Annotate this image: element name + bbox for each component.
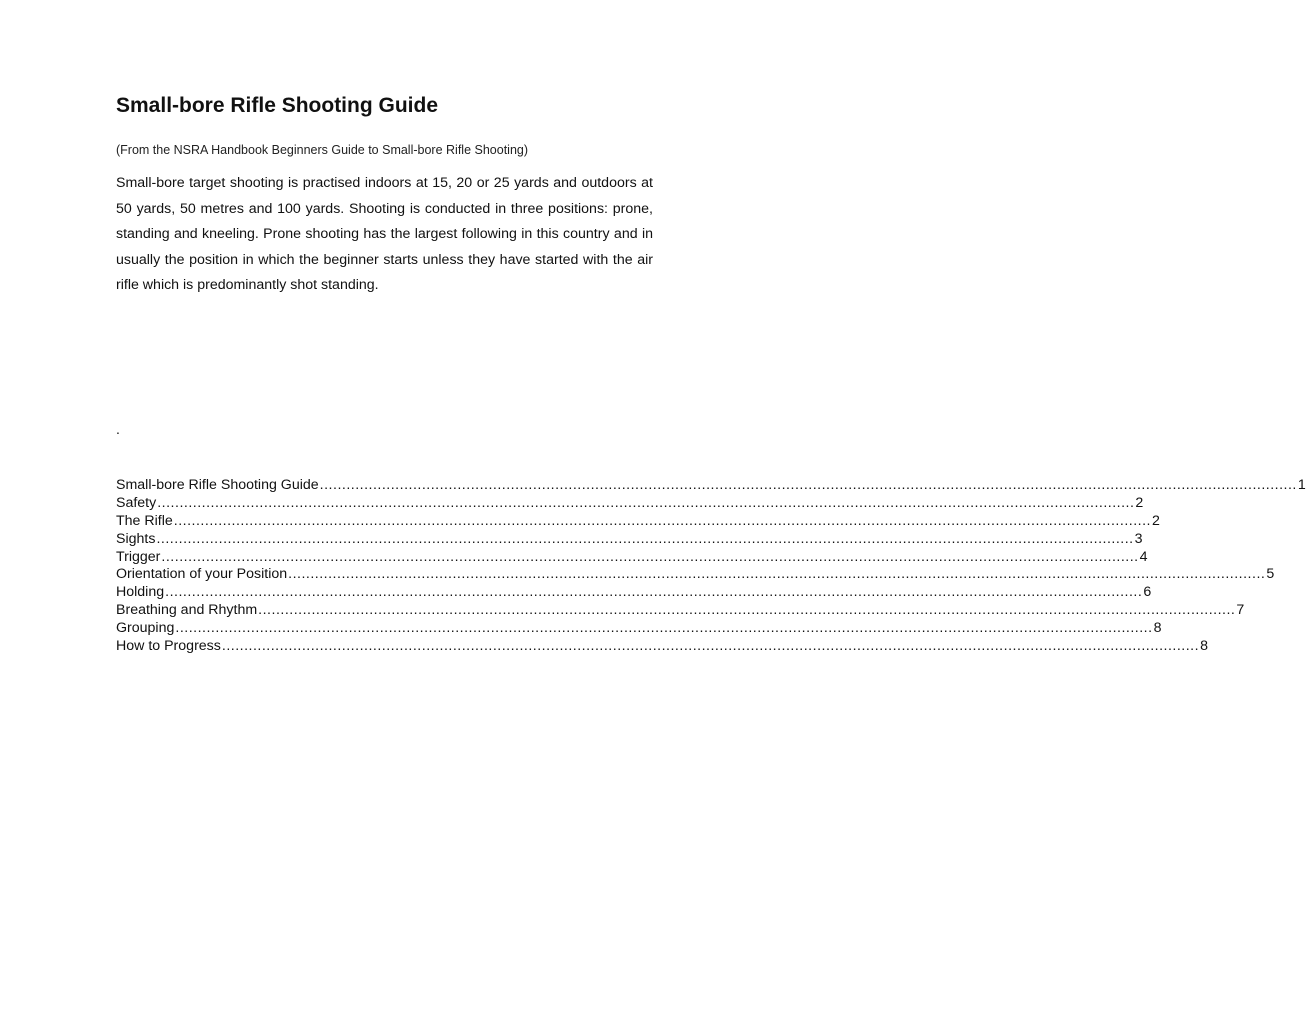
- document-title: Small-bore Rifle Shooting Guide: [116, 94, 439, 117]
- toc-entry-title: Safety: [116, 494, 157, 511]
- toc-entry-title: Orientation of your Position: [116, 566, 288, 583]
- separator-dot: .: [116, 421, 120, 437]
- toc-entry[interactable]: [116, 548, 1148, 567]
- toc-entry-title: The Rifle: [116, 512, 173, 529]
- toc-entry-page: 5: [1266, 566, 1275, 583]
- toc-entry-page: 3: [1134, 530, 1143, 547]
- toc-entry-title: How to Progress: [116, 638, 221, 655]
- toc-entry-title: Holding: [116, 584, 165, 601]
- toc-entry[interactable]: [116, 638, 1208, 656]
- toc-entry[interactable]: [116, 530, 1143, 549]
- toc-dot-leader: ............................................................................................................................................................................................................................: [221, 638, 1200, 655]
- toc-entry-page: 1: [1297, 477, 1306, 493]
- toc-entry[interactable]: [116, 494, 1144, 513]
- toc-dot-leader: ............................................................................................................................................................................................................................: [165, 584, 1143, 601]
- toc-entry-page: 4: [1139, 548, 1148, 565]
- toc-dot-leader: ............................................................................................................................................................................................................................: [156, 530, 1134, 547]
- toc-entry-page: 2: [1151, 512, 1160, 529]
- toc-dot-leader: ............................................................................................................................................................................................................................: [258, 602, 1236, 619]
- toc-dot-leader: ............................................................................................................................................................................................................................: [161, 548, 1139, 565]
- toc-dot-leader: ............................................................................................................................................................................................................................: [319, 477, 1297, 493]
- toc-dot-leader: ............................................................................................................................................................................................................................: [288, 566, 1266, 583]
- toc-entry[interactable]: [116, 584, 1152, 602]
- toc-entry[interactable]: [116, 620, 1162, 638]
- toc-dot-leader: ............................................................................................................................................................................................................................: [173, 512, 1151, 529]
- toc-entry[interactable]: [116, 566, 1275, 584]
- toc-entry[interactable]: [116, 512, 1160, 531]
- toc-entry[interactable]: [116, 602, 1245, 620]
- toc-entry-page: 8: [1153, 620, 1162, 637]
- toc-entry-page: 6: [1143, 584, 1152, 601]
- toc-entry[interactable]: [116, 477, 1306, 495]
- toc-entry-title: Small-bore Rifle Shooting Guide: [116, 477, 319, 493]
- toc-dot-leader: ............................................................................................................................................................................................................................: [157, 494, 1135, 511]
- toc-dot-leader: ............................................................................................................................................................................................................................: [175, 620, 1153, 637]
- toc-entry-title: Trigger: [116, 548, 161, 565]
- intro-paragraph: Small-bore target shooting is practised indoors at 15, 20 or 25 yards and outdoors at 50 yards, 50 metres and 100 yards. Shooting is conducted in three positions: prone, standing and kneeling. Prone shooting has the largest following in this country and in usually the position in which the beginner starts unless they have started with the air rifle which is predominantly shot standing.: [116, 175, 653, 294]
- toc-entry-page: 2: [1135, 494, 1144, 511]
- toc-entry-title: Breathing and Rhythm: [116, 602, 258, 619]
- toc-entry-title: Grouping: [116, 620, 175, 637]
- toc-entry-page: 8: [1200, 638, 1208, 655]
- source-note: (From the NSRA Handbook Beginners Guide to Small-bore Rifle Shooting): [116, 143, 529, 157]
- toc-entry-title: Sights: [116, 530, 156, 547]
- table-of-contents: [116, 477, 1306, 656]
- toc-entry-page: 7: [1236, 602, 1245, 619]
